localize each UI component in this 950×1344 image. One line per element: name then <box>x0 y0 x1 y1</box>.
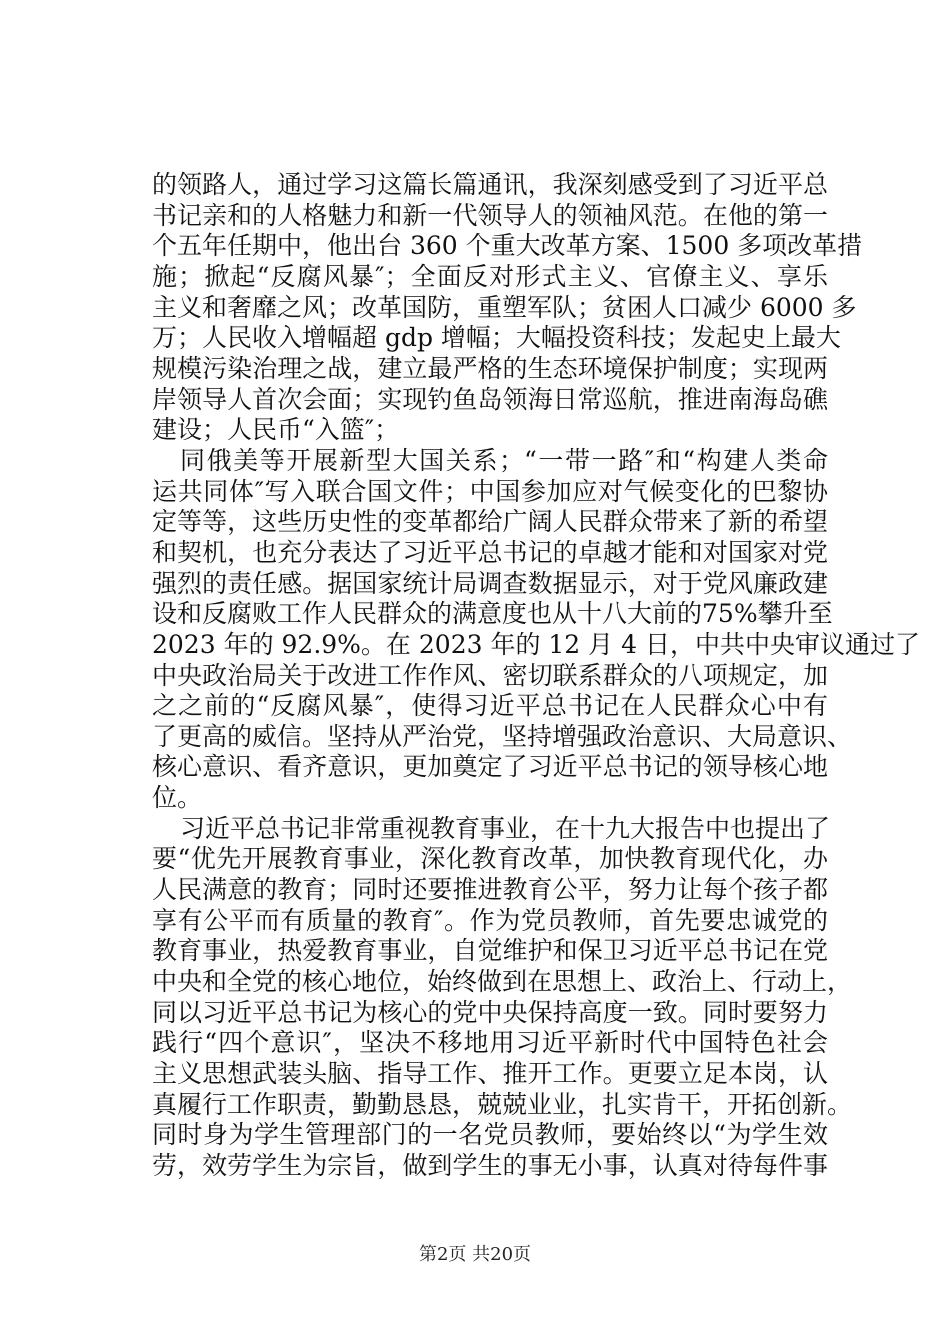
text-line: 同以习近平总书记为核心的党中央保持高度一致。同时要努力 <box>152 997 828 1027</box>
text-line: 的领路人，通过学习这篇长篇通讯，我深刻感受到了习近平总 <box>152 170 828 199</box>
body-text <box>152 170 920 1182</box>
text-line: 施；掀起“反腐风暴″；全面反对形式主义、官僚主义、享乐 <box>152 261 828 291</box>
text-line: 享有公平而有质量的教育″。作为党员教师，首先要忠诚党的 <box>152 905 828 935</box>
text-line: 强烈的责任感。据国家统计局调查数据显示，对于党风廉政建 <box>152 568 828 598</box>
text-line: 习近平总书记非常重视教育事业，在十九大报告中也提出了 <box>180 813 831 843</box>
paragraph-3 <box>152 813 853 1182</box>
text-line: 位。 <box>152 783 203 813</box>
text-line: 劳，效劳学生为宗旨，做到学生的事无小事，认真对待每件事 <box>152 1151 828 1180</box>
text-line: 要“优先开展教育事业，深化教育改革，加快教育现代化，办 <box>152 844 828 874</box>
text-line: 同俄美等开展新型大国关系；“一带一路″和“构建人类命 <box>180 445 828 475</box>
text-line: 书记亲和的人格魅力和新一代领导人的领袖风范。在他的第一 <box>152 200 828 230</box>
text-line: 之之前的“反腐风暴″，使得习近平总书记在人民群众心中有 <box>152 691 828 721</box>
text-line: 核心意识、看齐意识，更加奠定了习近平总书记的领导核心地 <box>152 752 828 782</box>
text-line: 了更高的威信。坚持从严治党，坚持增强政治意识、大局意识、 <box>152 721 853 751</box>
text-line: 中央政治局关于改进工作作风、密切联系群众的八项规定，加 <box>152 660 828 690</box>
text-line: 教育事业，热爱教育事业，自觉维护和保卫习近平总书记在党 <box>152 936 828 966</box>
text-line: 中央和全党的核心地位，始终做到在思想上、政治上、行动上， <box>152 967 853 997</box>
text-line: 和契机，也充分表达了习近平总书记的卓越才能和对国家对党 <box>152 537 828 567</box>
text-line: 定等等，这些历史性的变革都给广阔人民群众带来了新的希望 <box>152 507 828 537</box>
text-line: 同时身为学生管理部门的一名党员教师，要始终以“为学生效 <box>152 1120 828 1150</box>
text-line: 践行“四个意识″，坚决不移地用习近平新时代中国特色社会 <box>152 1028 828 1058</box>
text-line: 设和反腐败工作人民群众的满意度也从十八大前的75%攀升至 <box>152 599 833 629</box>
text-line: 规模污染治理之战，建立最严格的生态环境保护制度；实现两 <box>152 353 828 383</box>
page-number-label: 第2页 共20页 <box>418 1244 532 1265</box>
text-line: 个五年任期中，他出台 360 个重大改革方案、1500 多项改革措 <box>152 231 863 261</box>
text-line: 真履行工作职责，勤勤恳恳，兢兢业业，扎实肯干，开拓创新。 <box>152 1089 853 1119</box>
page-footer <box>0 1243 950 1267</box>
paragraph-2 <box>152 445 920 814</box>
text-line: 人民满意的教育；同时还要推进教育公平，努力让每个孩子都 <box>152 875 828 905</box>
text-line: 2023 年的 92.9%。在 2023 年的 12 月 4 日，中共中央审议通过了 <box>152 629 920 659</box>
paragraph-1 <box>152 170 863 446</box>
text-line: 岸领导人首次会面；实现钓鱼岛领海日常巡航，推进南海岛礁 <box>152 384 828 414</box>
text-line: 建设；人民币“入篮″； <box>152 415 400 445</box>
text-line: 运共同体″写入联合国文件；中国参加应对气候变化的巴黎协 <box>152 476 828 506</box>
text-line: 主义思想武装头脑、指导工作、推开工作。更要立足本岗，认 <box>152 1059 828 1089</box>
text-line: 主义和奢靡之风；改革国防，重塑军队；贫困人口减少 6000 多 <box>152 292 857 322</box>
text-line: 万；人民收入增幅超 gdp 增幅；大幅投资科技；发起史上最大 <box>152 323 841 353</box>
